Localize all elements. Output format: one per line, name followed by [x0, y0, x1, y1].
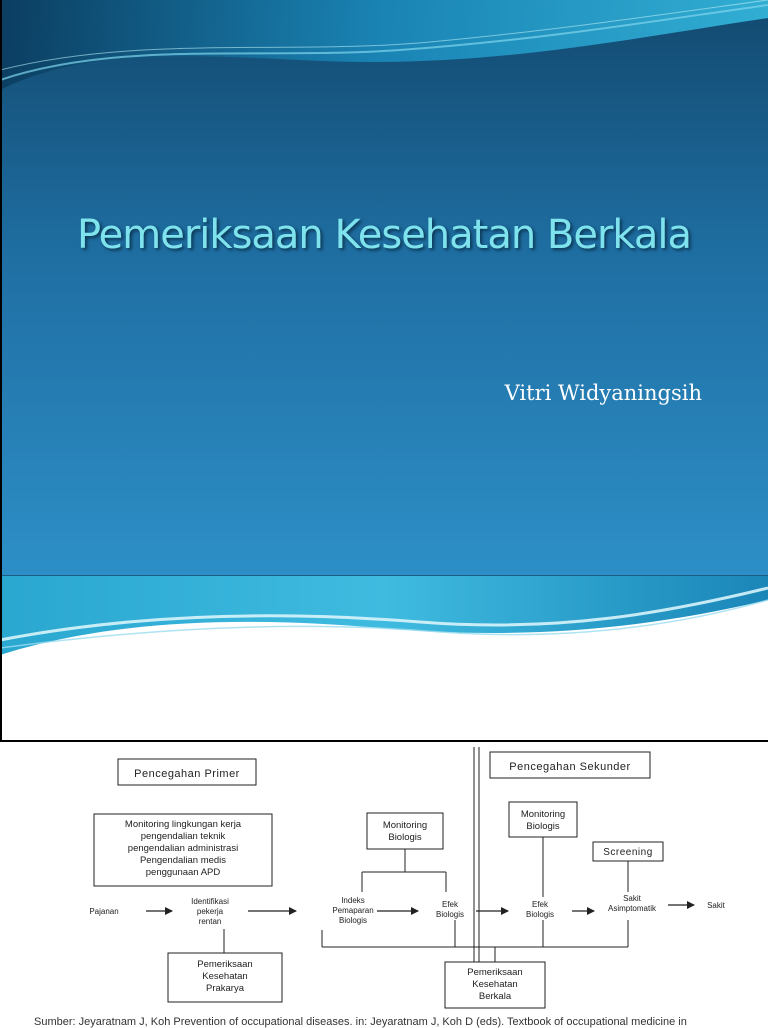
svg-text:Prakarya: Prakarya — [205, 983, 245, 994]
svg-text:Efek: Efek — [531, 900, 549, 909]
svg-text:Pengendalian medis: Pengendalian medis — [139, 855, 227, 866]
svg-text:Biologis: Biologis — [388, 832, 422, 843]
svg-text:Asimptomatik: Asimptomatik — [607, 904, 657, 913]
svg-text:Monitoring: Monitoring — [520, 809, 566, 820]
monitoring-biologis-2-text — [521, 809, 565, 832]
slide-title: Pemeriksaan Kesehatan Berkala — [76, 212, 692, 258]
svg-text:Pemaparan: Pemaparan — [332, 906, 374, 915]
svg-text:Berkala: Berkala — [478, 991, 512, 1002]
indeks-pemaparan-text — [332, 896, 373, 925]
pemeriksaan-berkala-text — [467, 967, 522, 1002]
efek-biologis-1-text — [436, 900, 464, 919]
slide-left-border — [0, 0, 2, 740]
svg-text:Biologis: Biologis — [526, 821, 560, 832]
svg-text:Biologis: Biologis — [525, 910, 555, 919]
identifikasi-text — [191, 897, 229, 926]
svg-text:pengendalian teknik: pengendalian teknik — [140, 831, 226, 842]
svg-text:penggunaan APD: penggunaan APD — [145, 867, 221, 878]
svg-text:Identifikasi: Identifikasi — [191, 897, 229, 906]
svg-text:pengendalian administrasi: pengendalian administrasi — [127, 843, 239, 854]
pajanan-label: Pajanan — [89, 907, 119, 916]
svg-text:Pemeriksaan: Pemeriksaan — [197, 959, 253, 970]
efek-biologis-2-text — [526, 900, 554, 919]
svg-text:Biologis: Biologis — [435, 910, 465, 919]
pemeriksaan-prakarya-text — [197, 959, 252, 994]
sakit-label: Sakit — [707, 901, 725, 910]
source-citation: Sumber: Jeyaratnam J, Koh Prevention of occupational diseases. in: Jeyaratnam J, Koh D (eds). Textbook of occupational medicine in — [34, 1016, 687, 1028]
slide-author: Vitri Widyaningsih — [504, 381, 702, 405]
svg-text:pekerja: pekerja — [196, 907, 224, 916]
diagram-canvas — [0, 742, 768, 1024]
svg-text:Kesehatan: Kesehatan — [202, 971, 248, 982]
sakit-asimptomatik-text — [608, 894, 657, 913]
svg-text:rentan: rentan — [198, 917, 222, 926]
svg-text:Monitoring lingkungan kerja: Monitoring lingkungan kerja — [124, 819, 242, 830]
screening-label: Screening — [603, 847, 653, 858]
monitoring-lingkungan-text — [125, 819, 242, 878]
svg-text:Kesehatan: Kesehatan — [472, 979, 518, 990]
svg-text:Efek: Efek — [441, 900, 459, 909]
prevention-diagram — [0, 742, 768, 1028]
pencegahan-primer-label: Pencegahan Primer — [134, 768, 240, 780]
pencegahan-sekunder-label: Pencegahan Sekunder — [509, 761, 631, 773]
svg-text:Sakit: Sakit — [623, 894, 641, 903]
svg-text:Indeks: Indeks — [341, 896, 365, 905]
monitoring-biologis-1-box — [367, 813, 443, 849]
svg-text:Monitoring: Monitoring — [382, 820, 428, 831]
svg-text:Biologis: Biologis — [338, 916, 368, 925]
monitoring-biologis-1-text — [383, 820, 427, 843]
svg-text:Pemeriksaan: Pemeriksaan — [467, 967, 523, 978]
